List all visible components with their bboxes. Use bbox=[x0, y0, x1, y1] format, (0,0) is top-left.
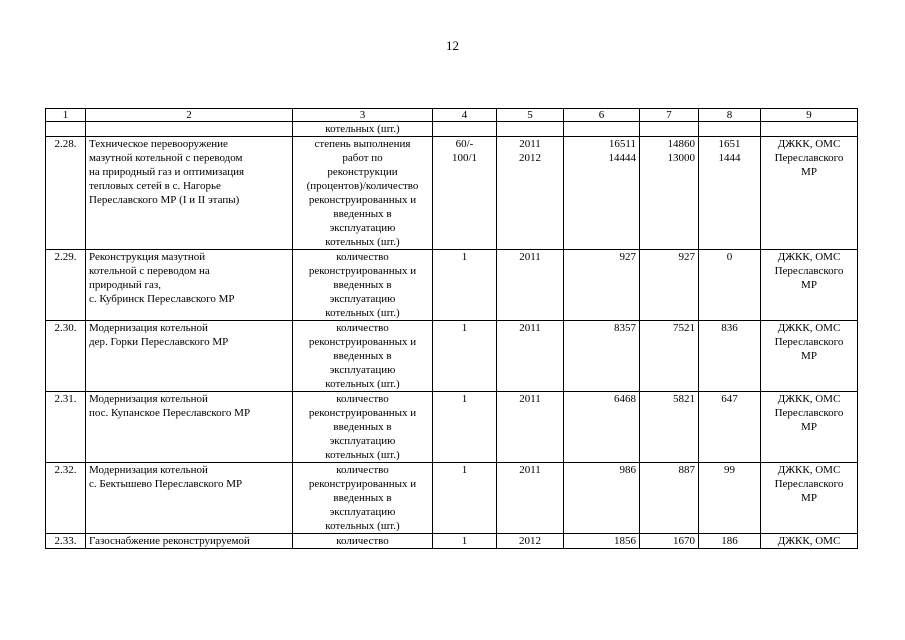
header-col-9: 9 bbox=[761, 109, 858, 122]
header-col-4: 4 bbox=[433, 109, 497, 122]
table-row bbox=[46, 463, 858, 534]
amount-col-7: 7521 bbox=[640, 321, 699, 392]
measure-name: Техническое перевооружение мазутной котельной с переводом на природный газ и оптимизация тепловых сетей в с. Нагорье Переславского МР (I и II этапы) bbox=[86, 137, 293, 250]
row-number: 2.30. bbox=[46, 321, 86, 392]
amount-col-8: 836 bbox=[699, 321, 761, 392]
executor: ДЖКК, ОМС Переславского МР bbox=[761, 250, 858, 321]
executor: ДЖКК, ОМС Переславского МР bbox=[761, 137, 858, 250]
indicator: количество реконструированных и введенных в эксплуатацию котельных (шт.) bbox=[293, 321, 433, 392]
table-row bbox=[46, 392, 858, 463]
table-row bbox=[46, 250, 858, 321]
table-row bbox=[46, 534, 858, 549]
continuation-row bbox=[46, 122, 858, 137]
header-row bbox=[46, 109, 858, 122]
total-amount: 1856 bbox=[564, 534, 640, 549]
year: 2011 bbox=[497, 321, 564, 392]
indicator-value: 1 bbox=[433, 321, 497, 392]
year: 2011 bbox=[497, 463, 564, 534]
page-number: 12 bbox=[446, 38, 459, 53]
year: 2011 bbox=[497, 250, 564, 321]
amount-col-7: 14860 13000 bbox=[640, 137, 699, 250]
year: 2012 bbox=[497, 534, 564, 549]
row-number: 2.28. bbox=[46, 137, 86, 250]
total-amount: 6468 bbox=[564, 392, 640, 463]
total-amount: 986 bbox=[564, 463, 640, 534]
indicator: количество реконструированных и введенных в эксплуатацию котельных (шт.) bbox=[293, 392, 433, 463]
measure-name: Модернизация котельной с. Бектышево Переславского МР bbox=[86, 463, 293, 534]
indicator-value: 1 bbox=[433, 463, 497, 534]
executor: ДЖКК, ОМС Переславского МР bbox=[761, 463, 858, 534]
row-number: 2.32. bbox=[46, 463, 86, 534]
total-amount: 927 bbox=[564, 250, 640, 321]
amount-col-7: 1670 bbox=[640, 534, 699, 549]
amount-col-8: 0 bbox=[699, 250, 761, 321]
measure-name: Модернизация котельной пос. Купанское Переславского МР bbox=[86, 392, 293, 463]
measure-name: Реконструкция мазутной котельной с переводом на природный газ, с. Кубринск Переславского МР bbox=[86, 250, 293, 321]
executor: ДЖКК, ОМС Переславского МР bbox=[761, 392, 858, 463]
amount-col-7: 927 bbox=[640, 250, 699, 321]
amount-col-7: 5821 bbox=[640, 392, 699, 463]
amount-col-7: 887 bbox=[640, 463, 699, 534]
amount-col-8: 647 bbox=[699, 392, 761, 463]
header-col-3: 3 bbox=[293, 109, 433, 122]
year: 2011 bbox=[497, 392, 564, 463]
table-row bbox=[46, 321, 858, 392]
measure-name: Газоснабжение реконструируемой bbox=[86, 534, 293, 549]
header-col-2: 2 bbox=[86, 109, 293, 122]
header-col-1: 1 bbox=[46, 109, 86, 122]
header-col-8: 8 bbox=[699, 109, 761, 122]
continuation-text: котельных (шт.) bbox=[293, 122, 433, 137]
executor: ДЖКК, ОМС Переславского МР bbox=[761, 321, 858, 392]
row-number: 2.29. bbox=[46, 250, 86, 321]
header-col-6: 6 bbox=[564, 109, 640, 122]
indicator-value: 60/- 100/1 bbox=[433, 137, 497, 250]
row-number: 2.31. bbox=[46, 392, 86, 463]
program-table bbox=[45, 108, 858, 549]
row-number: 2.33. bbox=[46, 534, 86, 549]
amount-col-8: 99 bbox=[699, 463, 761, 534]
indicator: количество реконструированных и введенных в эксплуатацию котельных (шт.) bbox=[293, 463, 433, 534]
indicator: количество bbox=[293, 534, 433, 549]
amount-col-8: 1651 1444 bbox=[699, 137, 761, 250]
amount-col-8: 186 bbox=[699, 534, 761, 549]
indicator-value: 1 bbox=[433, 534, 497, 549]
total-amount: 8357 bbox=[564, 321, 640, 392]
header-col-5: 5 bbox=[497, 109, 564, 122]
indicator: степень выполнения работ по реконструкции (процентов)/количество реконструированных и введенных в эксплуатацию котельных (шт.) bbox=[293, 137, 433, 250]
indicator-value: 1 bbox=[433, 392, 497, 463]
indicator: количество реконструированных и введенных в эксплуатацию котельных (шт.) bbox=[293, 250, 433, 321]
indicator-value: 1 bbox=[433, 250, 497, 321]
measure-name: Модернизация котельной дер. Горки Переславского МР bbox=[86, 321, 293, 392]
total-amount: 16511 14444 bbox=[564, 137, 640, 250]
header-col-7: 7 bbox=[640, 109, 699, 122]
table-row bbox=[46, 137, 858, 250]
executor: ДЖКК, ОМС bbox=[761, 534, 858, 549]
year: 2011 2012 bbox=[497, 137, 564, 250]
